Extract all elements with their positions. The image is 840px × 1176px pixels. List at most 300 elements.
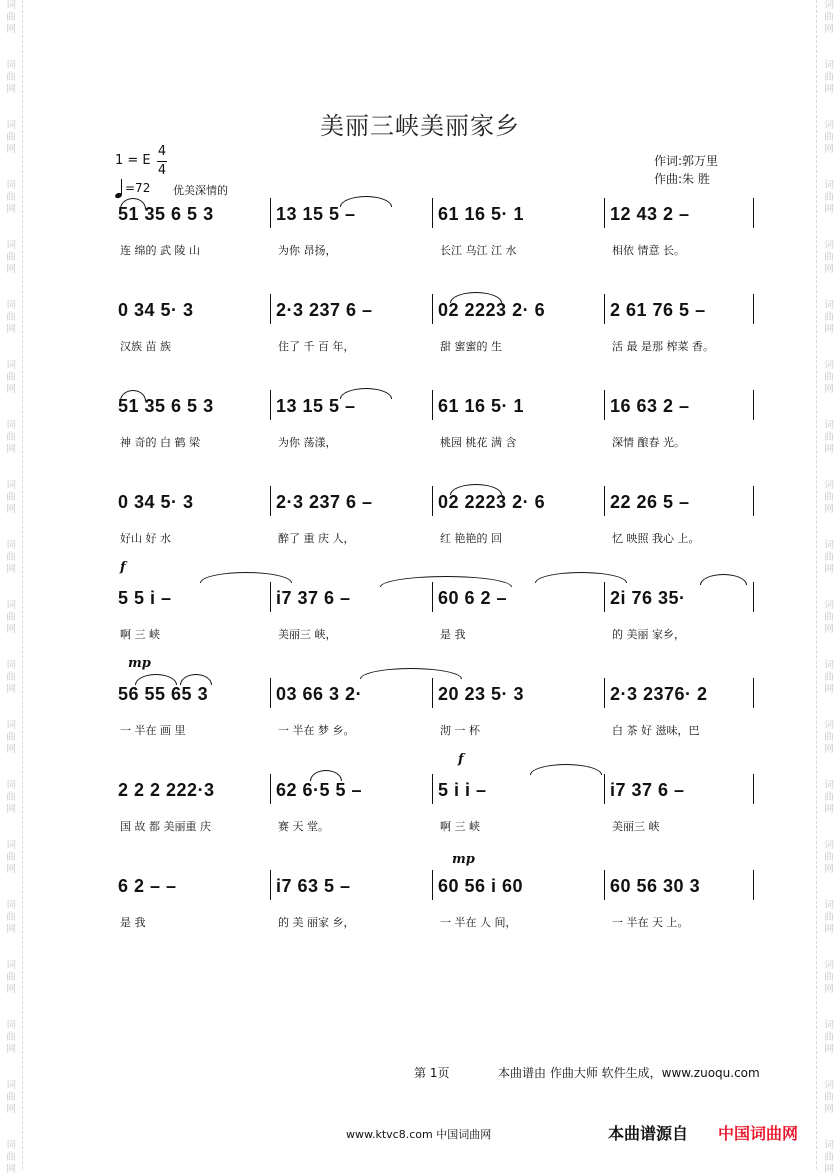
watermark-char: 网 xyxy=(824,444,834,455)
watermark-char: 词 xyxy=(6,780,16,791)
slur-arc xyxy=(340,196,392,207)
song-title: 美丽三峡美丽家乡 xyxy=(320,112,520,140)
score-system xyxy=(110,852,760,950)
watermark-char: 网 xyxy=(6,984,16,995)
watermark-char: 曲 xyxy=(824,12,834,23)
watermark-repeat xyxy=(824,300,834,336)
notes-row xyxy=(110,486,760,526)
lyric-line: 醉了 重 庆 人， xyxy=(278,532,355,545)
measure: 60 56 30 3 xyxy=(610,876,701,896)
score-system xyxy=(110,752,760,854)
watermark-char: 网 xyxy=(824,324,834,335)
watermark-repeat xyxy=(824,900,834,936)
bar-line xyxy=(432,870,433,900)
lyric-line: 神 奇的 白 鹤 梁 xyxy=(120,436,200,449)
watermark-repeat xyxy=(824,840,834,876)
bar-line xyxy=(270,774,271,804)
watermark-char: 网 xyxy=(824,24,834,35)
bar-line xyxy=(432,774,433,804)
measure: 51 35 6 5 3 xyxy=(118,204,214,224)
measure: i7 37 6 – xyxy=(276,588,351,608)
lyric-line: 相依 情意 长。 xyxy=(612,244,685,257)
watermark-repeat xyxy=(6,480,16,516)
bar-line xyxy=(604,582,605,612)
watermark-repeat xyxy=(6,420,16,456)
slur-arc xyxy=(135,674,177,685)
watermark-char: 曲 xyxy=(6,672,16,683)
watermark-char: 网 xyxy=(6,924,16,935)
watermark-char: 词 xyxy=(824,420,834,431)
watermark-char: 词 xyxy=(6,960,16,971)
watermark-char: 网 xyxy=(6,504,16,515)
bar-line xyxy=(270,390,271,420)
bar-line xyxy=(604,486,605,516)
watermark-repeat xyxy=(824,960,834,996)
watermark-char: 网 xyxy=(6,324,16,335)
watermark-char: 曲 xyxy=(824,432,834,443)
watermark-repeat xyxy=(6,0,16,36)
watermark-char: 词 xyxy=(824,60,834,71)
watermark-char: 曲 xyxy=(824,192,834,203)
lyric-line: 国 故 都 美丽重 庆 xyxy=(120,820,211,833)
watermark-char: 曲 xyxy=(6,132,16,143)
dynamic-marking: f xyxy=(458,752,464,767)
watermark-repeat xyxy=(824,240,834,276)
measure: 61 16 5· 1 xyxy=(438,396,525,416)
bar-line xyxy=(753,294,754,324)
bar-line xyxy=(753,870,754,900)
watermark-char: 网 xyxy=(6,684,16,695)
watermark-repeat xyxy=(824,660,834,696)
watermark-char: 曲 xyxy=(6,792,16,803)
watermark-char: 网 xyxy=(824,84,834,95)
watermark-char: 网 xyxy=(824,144,834,155)
watermark-char: 网 xyxy=(6,624,16,635)
lyric-line: 美丽三 峡 xyxy=(612,820,660,833)
measure: 02 2223 2· 6 xyxy=(438,300,546,320)
watermark-char: 曲 xyxy=(6,612,16,623)
watermark-char: 网 xyxy=(824,1044,834,1055)
watermark-char: 曲 xyxy=(6,432,16,443)
measure: 62 6·5 5 – xyxy=(276,780,363,800)
watermark-char: 网 xyxy=(6,864,16,875)
watermark-char: 曲 xyxy=(824,1092,834,1103)
watermark-repeat xyxy=(6,1020,16,1056)
watermark-char: 网 xyxy=(6,804,16,815)
score-system xyxy=(110,486,760,566)
notes-row xyxy=(110,294,760,334)
lyric-line: 红 艳艳的 回 xyxy=(440,532,502,545)
watermark-char: 曲 xyxy=(824,1032,834,1043)
measure: i7 63 5 – xyxy=(276,876,351,896)
watermark-char: 网 xyxy=(6,84,16,95)
score-system xyxy=(110,560,760,662)
watermark-char: 曲 xyxy=(824,552,834,563)
bar-line xyxy=(753,678,754,708)
key-signature: 1 = E xyxy=(115,153,151,168)
notes-row xyxy=(110,198,760,238)
watermark-char: 网 xyxy=(824,384,834,395)
slur-arc xyxy=(180,674,212,685)
lyric-line: 赛 天 堂。 xyxy=(278,820,329,833)
watermark-repeat xyxy=(6,300,16,336)
watermark-char: 曲 xyxy=(6,912,16,923)
bar-line xyxy=(604,198,605,228)
measure: 2 2 2 222·3 xyxy=(118,780,215,800)
source-label: 本曲谱源自 xyxy=(608,1124,689,1143)
watermark-char: 词 xyxy=(6,1140,16,1151)
measure: 2·3 2376· 2 xyxy=(610,684,708,704)
measure: 6 2 – – xyxy=(118,876,177,896)
measure: 0 34 5· 3 xyxy=(118,300,194,320)
watermark-char: 词 xyxy=(824,300,834,311)
measure: 16 63 2 – xyxy=(610,396,690,416)
lyric-line: 桃园 桃花 满 含 xyxy=(440,436,517,449)
watermark-char: 网 xyxy=(824,864,834,875)
watermark-repeat xyxy=(6,720,16,756)
dynamic-marking: mp xyxy=(452,852,475,867)
expression-marking: 优美深情的 xyxy=(173,184,228,197)
bar-line xyxy=(270,582,271,612)
slur-arc xyxy=(450,292,502,303)
watermark-repeat xyxy=(6,240,16,276)
watermark-char: 词 xyxy=(824,600,834,611)
watermark-repeat xyxy=(824,420,834,456)
watermark-char: 词 xyxy=(6,840,16,851)
bar-line xyxy=(604,678,605,708)
watermark-char: 词 xyxy=(824,120,834,131)
lyric-line: 啊 三 峡 xyxy=(440,820,480,833)
lyric-line: 深情 酿春 光。 xyxy=(612,436,685,449)
lyric-line: 活 最 是那 榨菜 香。 xyxy=(612,340,714,353)
watermark-char: 曲 xyxy=(824,492,834,503)
left-margin-line xyxy=(22,0,23,1169)
slur-arc xyxy=(700,574,747,585)
slur-arc xyxy=(340,388,392,399)
lyric-line: 的 美丽 家乡， xyxy=(612,628,685,641)
watermark-repeat xyxy=(824,540,834,576)
watermark-repeat xyxy=(6,600,16,636)
measure: 2 61 76 5 – xyxy=(610,300,706,320)
watermark-char: 词 xyxy=(6,1020,16,1031)
bar-line xyxy=(270,486,271,516)
bar-line xyxy=(604,294,605,324)
watermark-char: 曲 xyxy=(6,372,16,383)
watermark-char: 词 xyxy=(824,1080,834,1091)
composer: 作曲:朱 胜 xyxy=(654,172,710,186)
watermark-char: 曲 xyxy=(6,312,16,323)
measure: 0 34 5· 3 xyxy=(118,492,194,512)
quarter-note-icon xyxy=(115,178,123,198)
watermark-char: 词 xyxy=(824,240,834,251)
watermark-char: 曲 xyxy=(824,792,834,803)
watermark-char: 网 xyxy=(824,984,834,995)
measure: 61 16 5· 1 xyxy=(438,204,525,224)
watermark-repeat xyxy=(6,660,16,696)
watermark-char: 词 xyxy=(6,420,16,431)
watermark-repeat xyxy=(824,180,834,216)
lyric-line: 汉族 苗 族 xyxy=(120,340,171,353)
watermark-char: 网 xyxy=(6,1104,16,1115)
watermark-char: 词 xyxy=(824,900,834,911)
watermark-char: 网 xyxy=(824,264,834,275)
measure: 2·3 237 6 – xyxy=(276,492,373,512)
watermark-char: 词 xyxy=(824,480,834,491)
notes-row xyxy=(110,582,760,622)
right-margin-line xyxy=(816,0,817,1169)
watermark-char: 曲 xyxy=(824,672,834,683)
measure: i7 37 6 – xyxy=(610,780,685,800)
watermark-char: 曲 xyxy=(6,1152,16,1163)
watermark-repeat xyxy=(6,1140,16,1176)
bar-line xyxy=(432,678,433,708)
watermark-char: 曲 xyxy=(6,1092,16,1103)
right-watermark-strip xyxy=(820,0,838,1175)
measure: 02 2223 2· 6 xyxy=(438,492,546,512)
watermark-repeat xyxy=(824,1140,834,1176)
watermark-char: 曲 xyxy=(824,252,834,263)
watermark-repeat xyxy=(6,540,16,576)
lyric-line: 一 半在 画 里 xyxy=(120,724,186,737)
watermark-repeat xyxy=(824,720,834,756)
watermark-repeat xyxy=(824,780,834,816)
lyric-line: 白 茶 好 滋味，巴 xyxy=(612,724,700,737)
watermark-char: 词 xyxy=(824,660,834,671)
watermark-char: 曲 xyxy=(6,192,16,203)
notes-row xyxy=(110,870,760,910)
watermark-char: 网 xyxy=(6,444,16,455)
measure: 13 15 5 – xyxy=(276,204,356,224)
watermark-char: 词 xyxy=(6,720,16,731)
watermark-repeat xyxy=(6,360,16,396)
lyric-line: 的 美 丽家 乡， xyxy=(278,916,355,929)
watermark-repeat xyxy=(6,780,16,816)
watermark-char: 词 xyxy=(6,480,16,491)
watermark-char: 网 xyxy=(6,24,16,35)
bar-line xyxy=(270,294,271,324)
watermark-char: 曲 xyxy=(6,12,16,23)
notes-row xyxy=(110,678,760,718)
bar-line xyxy=(753,486,754,516)
watermark-char: 网 xyxy=(6,264,16,275)
watermark-char: 网 xyxy=(824,504,834,515)
lyric-line: 一 半在 天 上。 xyxy=(612,916,689,929)
bar-line xyxy=(270,678,271,708)
score-system xyxy=(110,656,760,758)
measure: 22 26 5 – xyxy=(610,492,690,512)
watermark-char: 词 xyxy=(6,660,16,671)
notes-row xyxy=(110,390,760,430)
watermark-repeat xyxy=(824,60,834,96)
slur-arc xyxy=(200,572,292,583)
lyric-line: 美丽三 峡， xyxy=(278,628,337,641)
slur-arc xyxy=(380,576,512,587)
watermark-char: 曲 xyxy=(6,1032,16,1043)
watermark-repeat xyxy=(6,960,16,996)
dynamic-marking: f xyxy=(120,560,126,575)
measure: 5 5 i – xyxy=(118,588,172,608)
bar-line xyxy=(432,198,433,228)
score-system xyxy=(110,198,760,278)
watermark-char: 词 xyxy=(824,1020,834,1031)
watermark-char: 曲 xyxy=(824,372,834,383)
credits xyxy=(654,152,718,188)
lyric-line: 为你 昂扬， xyxy=(278,244,337,257)
watermark-repeat xyxy=(824,1080,834,1116)
lyric-line: 长江 乌江 江 水 xyxy=(440,244,517,257)
watermark-char: 曲 xyxy=(6,492,16,503)
watermark-char: 网 xyxy=(824,684,834,695)
watermark-char: 曲 xyxy=(6,252,16,263)
bar-line xyxy=(753,198,754,228)
measure: 03 66 3 2· xyxy=(276,684,363,704)
watermark-char: 词 xyxy=(6,120,16,131)
slur-arc xyxy=(450,484,502,495)
watermark-char: 网 xyxy=(824,624,834,635)
watermark-char: 网 xyxy=(824,1104,834,1115)
slur-arc xyxy=(535,572,627,583)
watermark-char: 词 xyxy=(824,180,834,191)
watermark-char: 词 xyxy=(6,540,16,551)
watermark-char: 曲 xyxy=(6,732,16,743)
watermark-char: 曲 xyxy=(824,972,834,983)
watermark-repeat xyxy=(824,480,834,516)
bar-line xyxy=(604,870,605,900)
watermark-char: 曲 xyxy=(824,312,834,323)
brand-name: 中国词曲网 xyxy=(718,1124,799,1143)
watermark-char: 词 xyxy=(6,300,16,311)
watermark-char: 词 xyxy=(824,780,834,791)
score-system xyxy=(110,390,760,470)
watermark-char: 曲 xyxy=(824,132,834,143)
watermark-char: 词 xyxy=(824,1140,834,1151)
lyric-line: 啊 三 峡 xyxy=(120,628,160,641)
bar-line xyxy=(432,486,433,516)
watermark-char: 曲 xyxy=(6,552,16,563)
lyric-line: 忆 映照 我心 上。 xyxy=(612,532,700,545)
meter-bottom: 4 xyxy=(157,163,167,178)
watermark-char: 词 xyxy=(6,180,16,191)
measure: 13 15 5 – xyxy=(276,396,356,416)
lyric-line: 甜 蜜蜜的 生 xyxy=(440,340,502,353)
watermark-char: 网 xyxy=(824,1164,834,1175)
watermark-char: 词 xyxy=(824,0,834,11)
watermark-char: 曲 xyxy=(824,72,834,83)
bar-line xyxy=(432,390,433,420)
watermark-char: 网 xyxy=(6,1164,16,1175)
watermark-char: 词 xyxy=(824,960,834,971)
watermark-repeat xyxy=(824,600,834,636)
watermark-char: 词 xyxy=(824,360,834,371)
site-url: www.ktvc8.com 中国词曲网 xyxy=(346,1128,492,1141)
bar-line xyxy=(270,198,271,228)
lyric-line: 一 半在 梦 乡。 xyxy=(278,724,355,737)
watermark-char: 曲 xyxy=(824,1152,834,1163)
watermark-char: 词 xyxy=(6,1080,16,1091)
watermark-char: 词 xyxy=(6,360,16,371)
watermark-char: 网 xyxy=(824,924,834,935)
watermark-char: 词 xyxy=(6,900,16,911)
measure: 51 35 6 5 3 xyxy=(118,396,214,416)
lyric-line: 为你 荡漾， xyxy=(278,436,337,449)
measure: 2i 76 35· xyxy=(610,588,686,608)
bar-line xyxy=(270,870,271,900)
time-signature xyxy=(157,144,167,179)
watermark-char: 网 xyxy=(6,564,16,575)
left-watermark-strip xyxy=(2,0,20,1175)
measure: 56 55 65 3 xyxy=(118,684,209,704)
bar-line xyxy=(604,390,605,420)
lyric-line: 是 我 xyxy=(120,916,146,929)
watermark-repeat xyxy=(824,1020,834,1056)
lyric-line: 连 绵的 武 陵 山 xyxy=(120,244,200,257)
watermark-char: 网 xyxy=(6,1044,16,1055)
watermark-char: 词 xyxy=(6,600,16,611)
bar-line xyxy=(753,582,754,612)
lyric-line: 住了 千 百 年， xyxy=(278,340,355,353)
watermark-repeat xyxy=(6,60,16,96)
lyric-line: 沏 一 杯 xyxy=(440,724,480,737)
watermark-char: 网 xyxy=(6,384,16,395)
watermark-char: 词 xyxy=(6,0,16,11)
watermark-repeat xyxy=(6,1080,16,1116)
slur-arc xyxy=(310,770,342,781)
watermark-char: 网 xyxy=(824,564,834,575)
watermark-char: 词 xyxy=(6,240,16,251)
generator-credit: 本曲谱由 作曲大师 软件生成，www.zuoqu.com xyxy=(498,1066,760,1080)
watermark-char: 网 xyxy=(6,744,16,755)
watermark-repeat xyxy=(6,180,16,216)
lyric-line: 一 半在 人 间， xyxy=(440,916,517,929)
page-number: 第 1页 xyxy=(414,1066,450,1080)
lyricist: 作词:郭万里 xyxy=(654,154,719,168)
watermark-char: 网 xyxy=(824,744,834,755)
dynamic-marking: mp xyxy=(128,656,151,671)
notes-row xyxy=(110,774,760,814)
tempo-marking xyxy=(115,178,150,198)
measure: 60 56 i 60 xyxy=(438,876,524,896)
slur-arc xyxy=(530,764,602,775)
watermark-char: 词 xyxy=(824,540,834,551)
watermark-char: 曲 xyxy=(6,72,16,83)
tempo-value: =72 xyxy=(125,181,151,195)
slur-arc xyxy=(360,668,462,679)
watermark-char: 网 xyxy=(824,204,834,215)
watermark-char: 词 xyxy=(6,60,16,71)
bar-line xyxy=(432,294,433,324)
watermark-char: 网 xyxy=(6,144,16,155)
watermark-repeat xyxy=(824,0,834,36)
watermark-char: 网 xyxy=(6,204,16,215)
watermark-char: 曲 xyxy=(824,912,834,923)
watermark-char: 词 xyxy=(824,840,834,851)
watermark-char: 曲 xyxy=(824,852,834,863)
watermark-char: 词 xyxy=(824,720,834,731)
measure: 20 23 5· 3 xyxy=(438,684,525,704)
measure: 2·3 237 6 – xyxy=(276,300,373,320)
measure: 12 43 2 – xyxy=(610,204,690,224)
watermark-repeat xyxy=(6,840,16,876)
watermark-char: 曲 xyxy=(824,612,834,623)
watermark-char: 网 xyxy=(824,804,834,815)
slur-arc xyxy=(120,198,146,209)
bar-line xyxy=(753,390,754,420)
watermark-char: 曲 xyxy=(824,732,834,743)
score-system xyxy=(110,294,760,374)
watermark-char: 曲 xyxy=(6,972,16,983)
watermark-char: 曲 xyxy=(6,852,16,863)
lyric-line: 是 我 xyxy=(440,628,466,641)
